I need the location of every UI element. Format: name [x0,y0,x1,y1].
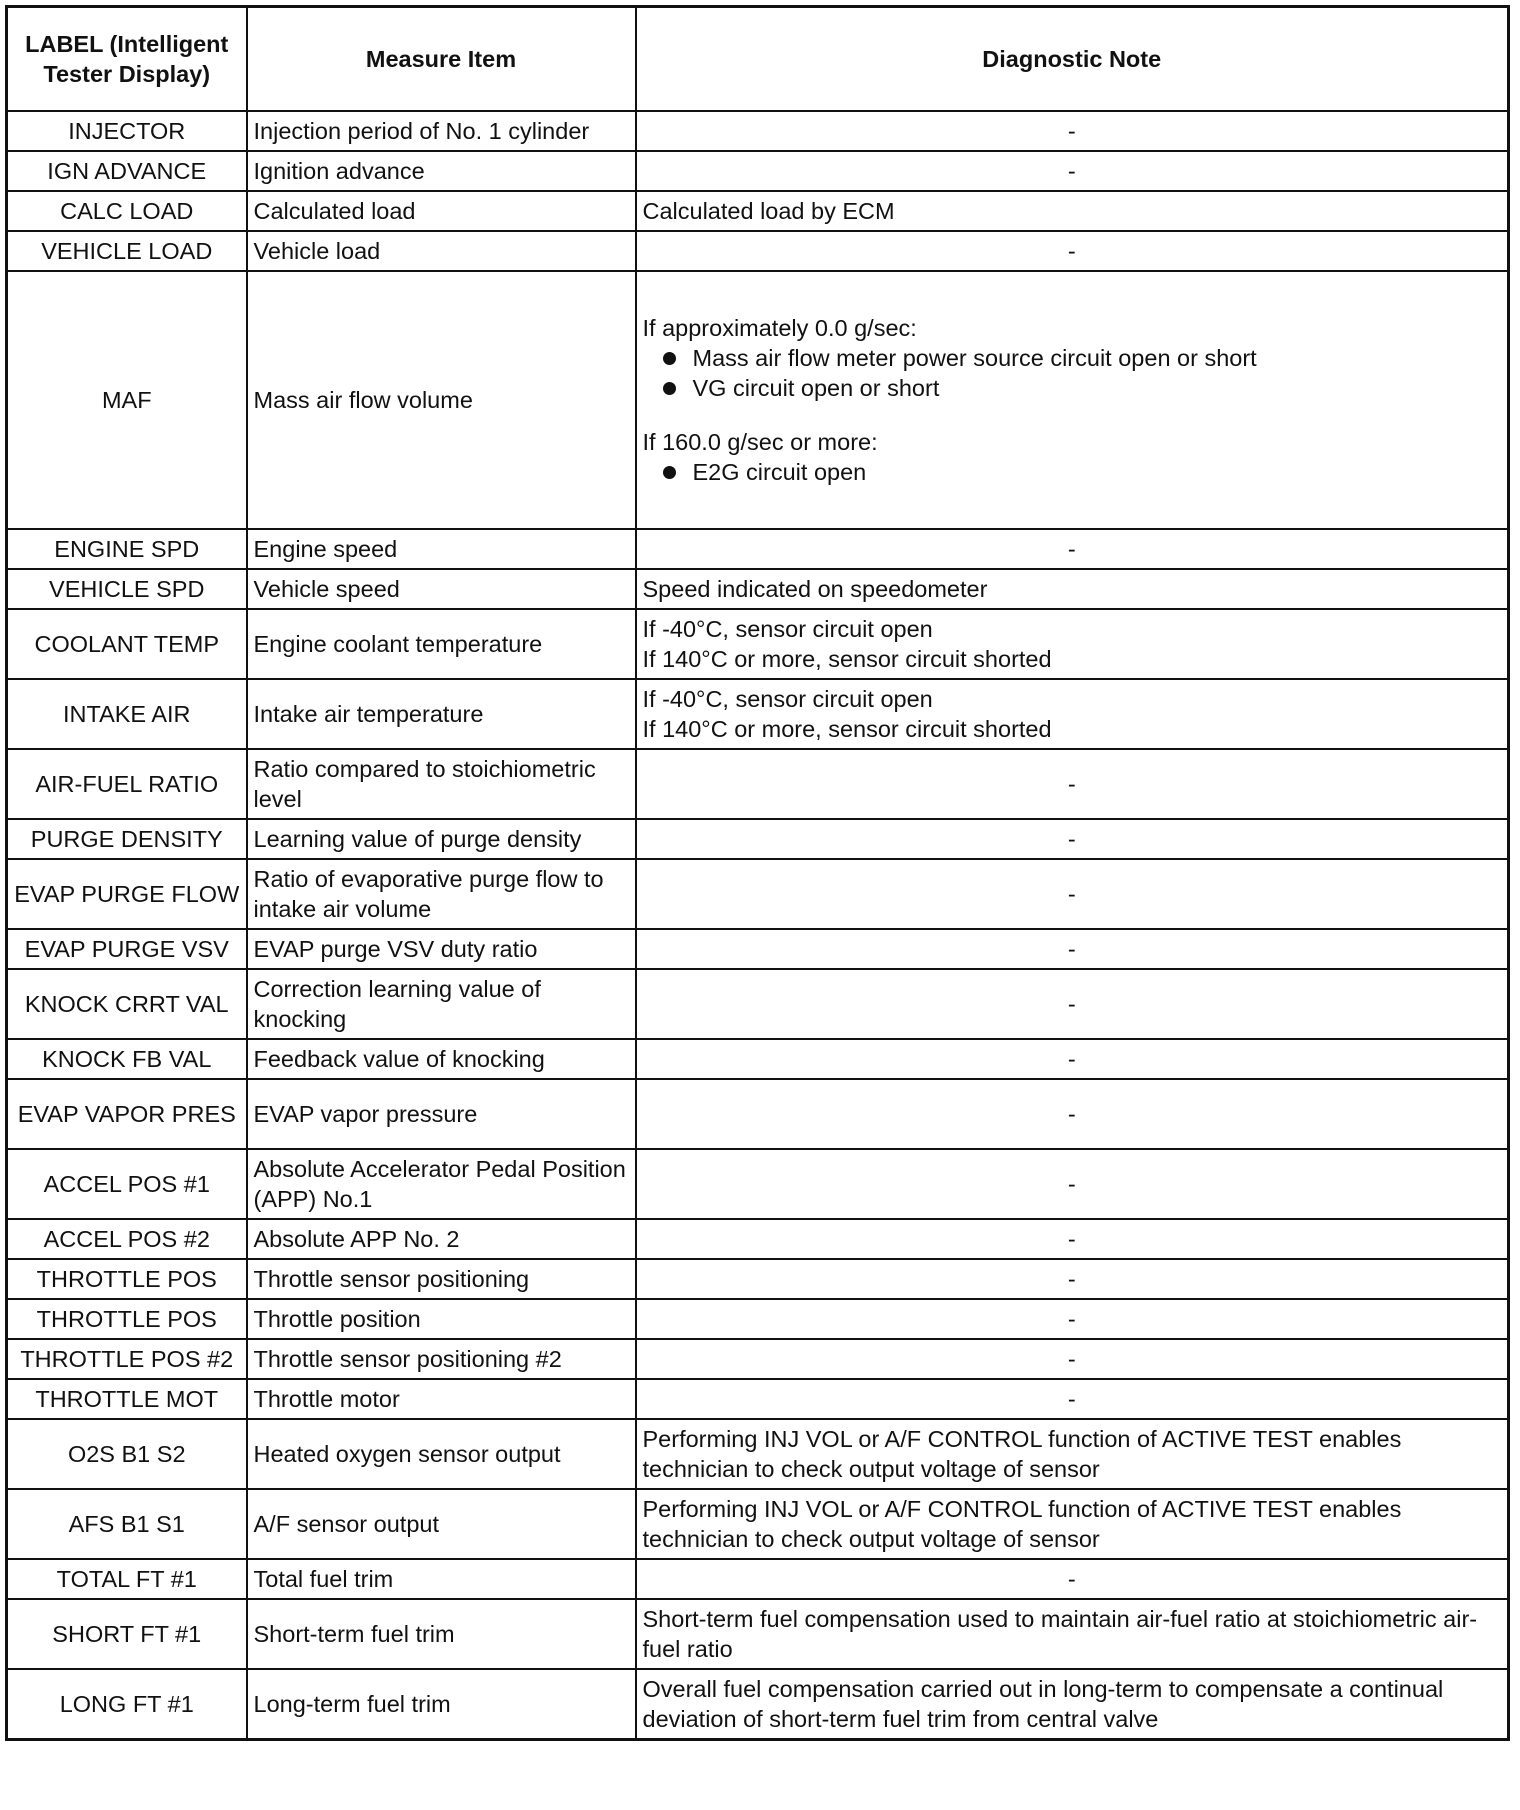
row-label: O2S B1 S2 [7,1419,247,1489]
note-line: If 140°C or more, sensor circuit shorted [642,646,1052,672]
row-label: EVAP PURGE VSV [7,929,247,969]
table-row [7,969,1509,1039]
row-label: IGN ADVANCE [7,151,247,191]
row-label: THROTTLE POS [7,1299,247,1339]
row-label: THROTTLE MOT [7,1379,247,1419]
table-row [7,111,1509,151]
table-row [7,1039,1509,1079]
row-measure-item: Vehicle speed [247,569,636,609]
row-diagnostic-note: Performing INJ VOL or A/F CONTROL function of ACTIVE TEST enables technician to check output voltage of sensor [636,1489,1509,1559]
table-row [7,679,1509,749]
row-measure-item: Long-term fuel trim [247,1669,636,1740]
row-diagnostic-note: - [636,1079,1509,1149]
table-row [7,1219,1509,1259]
row-diagnostic-note: Performing INJ VOL or A/F CONTROL function of ACTIVE TEST enables technician to check output voltage of sensor [636,1419,1509,1489]
row-measure-item: A/F sensor output [247,1489,636,1559]
note-bullet-list [643,343,1502,403]
row-diagnostic-note: - [636,819,1509,859]
row-label: SHORT FT #1 [7,1599,247,1669]
row-measure-item: EVAP vapor pressure [247,1079,636,1149]
table-row [7,151,1509,191]
row-diagnostic-note [636,271,1509,529]
row-diagnostic-note: - [636,111,1509,151]
row-diagnostic-note: - [636,1379,1509,1419]
row-measure-item: Ratio of evaporative purge flow to intake air volume [247,859,636,929]
row-label: TOTAL FT #1 [7,1559,247,1599]
row-diagnostic-note [636,679,1509,749]
table-row [7,609,1509,679]
row-label: VEHICLE SPD [7,569,247,609]
row-diagnostic-note: - [636,1299,1509,1339]
note-line: If 140°C or more, sensor circuit shorted [642,716,1052,742]
row-label: ACCEL POS #2 [7,1219,247,1259]
row-diagnostic-note: - [636,1339,1509,1379]
row-label: EVAP VAPOR PRES [7,1079,247,1149]
row-diagnostic-note: - [636,1219,1509,1259]
row-label: LONG FT #1 [7,1669,247,1740]
row-diagnostic-note: Speed indicated on speedometer [636,569,1509,609]
table-row [7,1299,1509,1339]
row-label: THROTTLE POS #2 [7,1339,247,1379]
row-measure-item: Vehicle load [247,231,636,271]
table-row [7,191,1509,231]
header-label: LABEL (Intelligent Tester Display) [7,7,247,112]
row-label: ACCEL POS #1 [7,1149,247,1219]
table-row [7,859,1509,929]
table-row [7,1339,1509,1379]
row-diagnostic-note: - [636,231,1509,271]
row-diagnostic-note: - [636,1039,1509,1079]
table-row [7,1489,1509,1559]
table-row [7,1559,1509,1599]
row-label: AFS B1 S1 [7,1489,247,1559]
row-label: CALC LOAD [7,191,247,231]
header-measure-item: Measure Item [247,7,636,112]
row-diagnostic-note: - [636,1559,1509,1599]
table-row [7,271,1509,529]
row-measure-item: Absolute Accelerator Pedal Position (APP) No.1 [247,1149,636,1219]
note-line: If -40°C, sensor circuit open [642,616,933,642]
row-diagnostic-note: Calculated load by ECM [636,191,1509,231]
row-measure-item: Throttle motor [247,1379,636,1419]
row-measure-item: Ratio compared to stoichiometric level [247,749,636,819]
table-row [7,1259,1509,1299]
data-list-sheet [5,5,1507,1802]
note-condition: If 160.0 g/sec or more: [642,429,878,455]
row-diagnostic-note: - [636,929,1509,969]
row-diagnostic-note: - [636,1149,1509,1219]
row-measure-item: Throttle sensor positioning [247,1259,636,1299]
table-row [7,529,1509,569]
row-measure-item: Correction learning value of knocking [247,969,636,1039]
row-measure-item: Calculated load [247,191,636,231]
row-measure-item: Intake air temperature [247,679,636,749]
row-measure-item: EVAP purge VSV duty ratio [247,929,636,969]
row-label: INTAKE AIR [7,679,247,749]
table-row [7,1149,1509,1219]
row-label: KNOCK CRRT VAL [7,969,247,1039]
table-row [7,1419,1509,1489]
row-measure-item: Mass air flow volume [247,271,636,529]
row-measure-item: Learning value of purge density [247,819,636,859]
row-label: MAF [7,271,247,529]
row-label: AIR-FUEL RATIO [7,749,247,819]
table-row [7,819,1509,859]
table-row [7,1379,1509,1419]
row-label: THROTTLE POS [7,1259,247,1299]
row-diagnostic-note: Short-term fuel compensation used to maintain air-fuel ratio at stoichiometric air-fuel ratio [636,1599,1509,1669]
row-measure-item: Heated oxygen sensor output [247,1419,636,1489]
row-diagnostic-note: - [636,969,1509,1039]
row-diagnostic-note: - [636,529,1509,569]
table-row [7,231,1509,271]
row-diagnostic-note: - [636,749,1509,819]
row-measure-item: Engine speed [247,529,636,569]
row-diagnostic-note: - [636,151,1509,191]
row-label: VEHICLE LOAD [7,231,247,271]
row-diagnostic-note [636,609,1509,679]
table-row [7,1079,1509,1149]
row-measure-item: Short-term fuel trim [247,1599,636,1669]
row-measure-item: Absolute APP No. 2 [247,1219,636,1259]
data-list-table [5,5,1510,1741]
row-measure-item: Ignition advance [247,151,636,191]
row-measure-item: Injection period of No. 1 cylinder [247,111,636,151]
row-measure-item: Total fuel trim [247,1559,636,1599]
list-item: Mass air flow meter power source circuit open or short [643,343,1502,373]
list-item: E2G circuit open [643,457,1502,487]
note-line: If -40°C, sensor circuit open [642,686,933,712]
table-row [7,569,1509,609]
row-diagnostic-note: - [636,859,1509,929]
table-row [7,929,1509,969]
row-label: KNOCK FB VAL [7,1039,247,1079]
row-diagnostic-note: Overall fuel compensation carried out in long-term to compensate a continual deviation of short-term fuel trim from central valve [636,1669,1509,1740]
table-row [7,749,1509,819]
row-diagnostic-note: - [636,1259,1509,1299]
table-row [7,1599,1509,1669]
table-header-row [7,7,1509,112]
header-diagnostic-note: Diagnostic Note [636,7,1509,112]
row-label: COOLANT TEMP [7,609,247,679]
row-label: INJECTOR [7,111,247,151]
row-measure-item: Engine coolant temperature [247,609,636,679]
row-measure-item: Feedback value of knocking [247,1039,636,1079]
note-condition: If approximately 0.0 g/sec: [642,315,917,341]
list-item: VG circuit open or short [643,373,1502,403]
row-label: EVAP PURGE FLOW [7,859,247,929]
row-measure-item: Throttle position [247,1299,636,1339]
row-label: ENGINE SPD [7,529,247,569]
note-bullet-list [643,457,1502,487]
table-row [7,1669,1509,1740]
row-measure-item: Throttle sensor positioning #2 [247,1339,636,1379]
row-label: PURGE DENSITY [7,819,247,859]
